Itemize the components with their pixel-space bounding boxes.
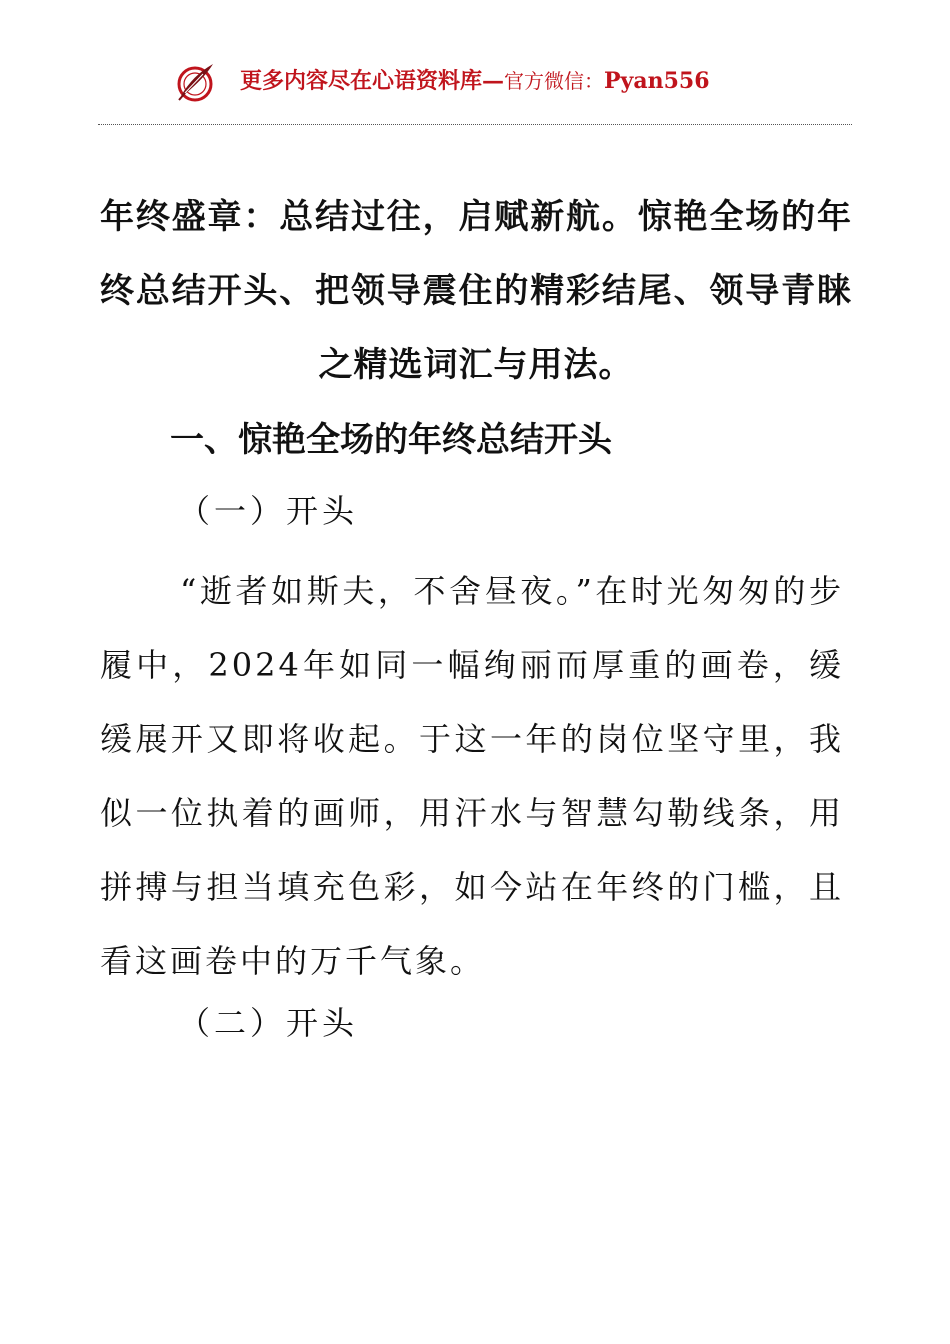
sub-heading-1: （一）开头 bbox=[178, 492, 359, 530]
sub-heading-2: （二）开头 bbox=[178, 1004, 359, 1042]
body-paragraph: “逝者如斯夫，不舍昼夜。”在时光匆匆的步履中，2024年如同一幅绚丽而厚重的画卷，缓缓展开又即将收起。于这一年的岗位坚守里，我似一位执着的画师，用汗水与智慧勾勒线条，用拼搏与担当填充色彩，如今站在年终的门槛，且看这画卷中的万千气象。 bbox=[100, 572, 844, 980]
wechat-id: Pyan556 bbox=[604, 68, 710, 94]
header-divider bbox=[98, 124, 852, 125]
page-header bbox=[0, 52, 950, 112]
document-title: 年终盛章：总结过往，启赋新航。惊艳全场的年终总结开头、把领导震住的精彩结尾、领导青睐之精选词汇与用法。 bbox=[100, 197, 852, 385]
header-banner-text bbox=[240, 66, 710, 96]
quill-pen-logo-icon bbox=[173, 60, 217, 104]
section-heading: 一、惊艳全场的年终总结开头 bbox=[170, 420, 612, 460]
site-name: 更多内容尽在心语资料库 bbox=[240, 68, 483, 94]
wechat-label: 官方微信： bbox=[504, 69, 605, 93]
header-separator: — bbox=[482, 68, 505, 94]
